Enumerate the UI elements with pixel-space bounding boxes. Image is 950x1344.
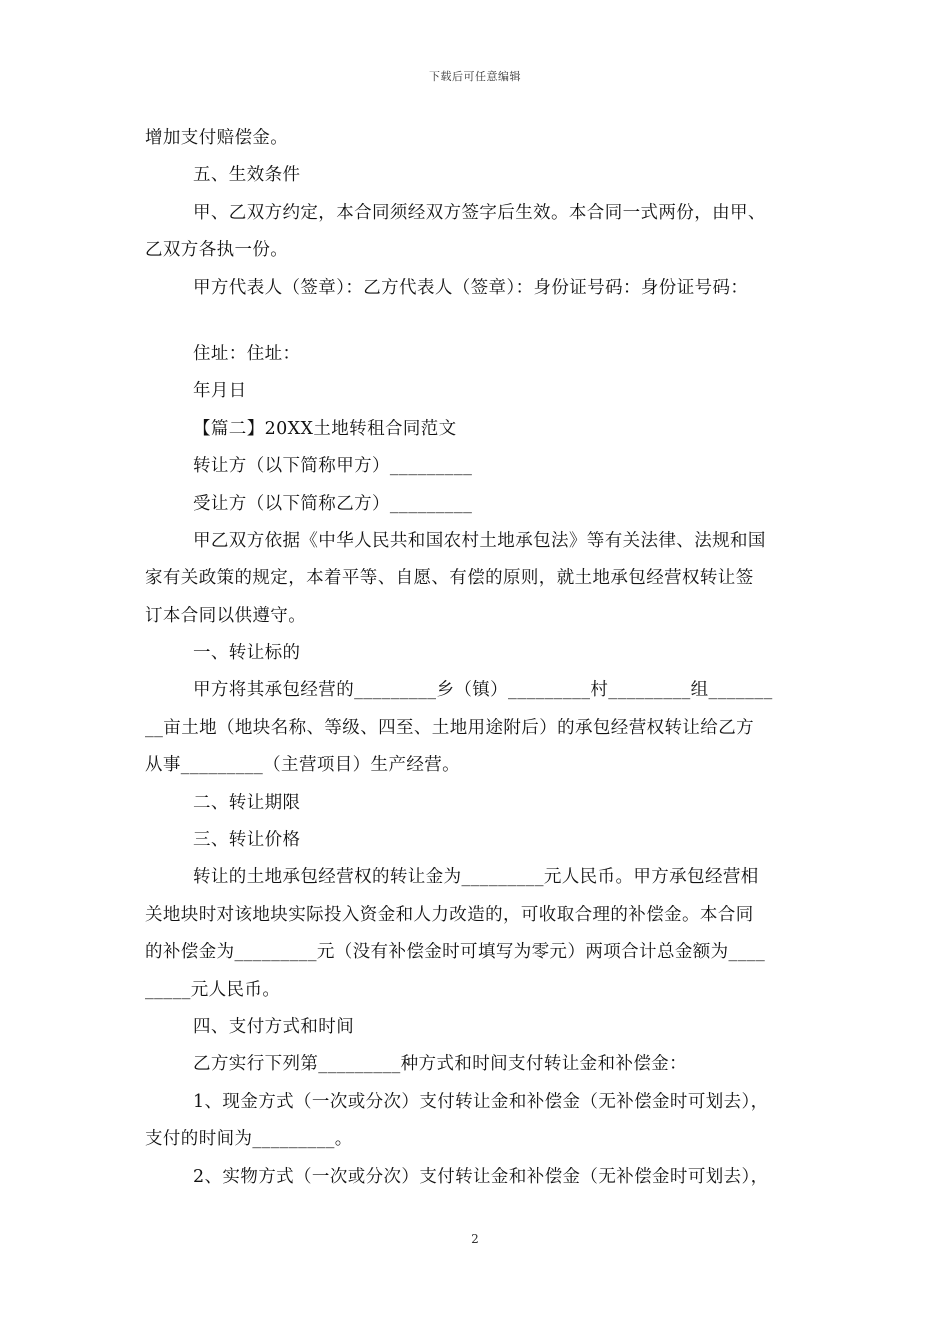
paragraph-line: 甲乙双方依据《中华人民共和国农村土地承包法》等有关法律、法规和国 <box>193 530 766 551</box>
section-heading: 三、转让价格 <box>193 830 301 851</box>
signature-line: 甲方代表人（签章）：乙方代表人（签章）：身份证号码：身份证号码： <box>193 277 749 298</box>
party-line: 转让方（以下简称甲方）_________ <box>193 456 473 477</box>
article-title: 【篇二】20XX土地转租合同范文 <box>193 418 457 439</box>
paragraph-line: 乙方实行下列第_________种方式和时间支付转让金和补偿金： <box>193 1054 688 1075</box>
paragraph-line: 乙双方各执一份。 <box>145 240 289 261</box>
paragraph-line: 2、实物方式（一次或分次）支付转让金和补偿金（无补偿金时可划去）， <box>193 1166 769 1187</box>
section-heading: 五、生效条件 <box>193 165 301 186</box>
page-header: 下载后可任意编辑 <box>429 70 521 83</box>
paragraph-line: 增加支付赔偿金。 <box>145 128 289 148</box>
page-number: 2 <box>471 1232 479 1246</box>
party-line: 受让方（以下简称乙方）_________ <box>193 493 473 514</box>
section-heading: 二、转让期限 <box>193 792 301 813</box>
paragraph-line: 的补偿金为_________元（没有补偿金时可填写为零元）两项合计总金额为____ <box>145 942 766 963</box>
paragraph-line: 关地块时对该地块实际投入资金和人力改造的，可收取合理的补偿金。本合同 <box>145 904 754 925</box>
section-heading: 一、转让标的 <box>193 643 301 664</box>
paragraph-line: 支付的时间为_________。 <box>145 1129 353 1150</box>
paragraph-line: 甲方将其承包经营的_________乡（镇）_________村_________组_______ <box>193 680 773 701</box>
paragraph-line: 家有关政策的规定，本着平等、自愿、有偿的原则，就土地承包经营权转让签 <box>145 568 754 589</box>
date-line: 年月日 <box>193 381 247 402</box>
document-body <box>145 120 815 1196</box>
paragraph-line: 甲、乙双方约定，本合同须经双方签字后生效。本合同一式两份，由甲、 <box>193 202 766 223</box>
address-line: 住址：住址： <box>193 343 301 364</box>
section-heading: 四、支付方式和时间 <box>193 1016 355 1037</box>
paragraph-line: 1、现金方式（一次或分次）支付转让金和补偿金（无补偿金时可划去）， <box>193 1091 769 1112</box>
paragraph-line: __亩土地（地块名称、等级、四至、土地用途附后）的承包经营权转让给乙方 <box>145 717 754 738</box>
paragraph-line: _____元人民币。 <box>145 979 281 1000</box>
paragraph-line: 转让的土地承包经营权的转让金为_________元人民币。甲方承包经营相 <box>193 867 759 888</box>
blank-gap <box>145 307 815 336</box>
paragraph-line: 订本合同以供遵守。 <box>145 605 307 626</box>
paragraph-line: 从事_________（主营项目）生产经营。 <box>145 755 461 776</box>
